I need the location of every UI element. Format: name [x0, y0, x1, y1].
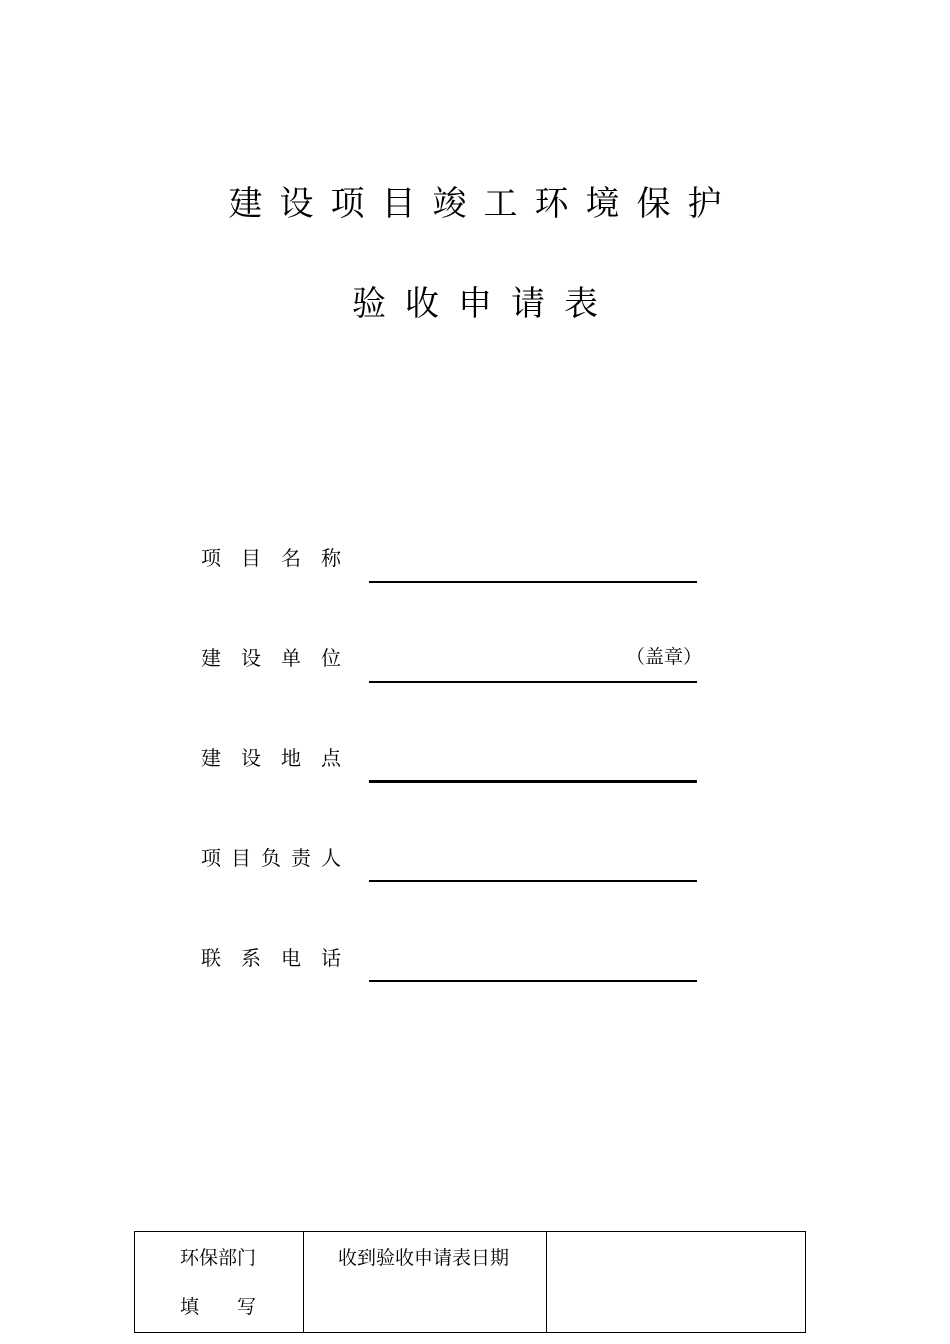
field-label-contact-phone: [201, 942, 341, 971]
form-title-line1: 建设项目竣工环境保护: [228, 184, 739, 224]
field-line-project-lead: [369, 880, 697, 882]
field-label-char: 设: [241, 746, 261, 770]
field-line-contact-phone: [369, 980, 697, 982]
field-value-project-lead[interactable]: [369, 852, 697, 880]
field-value-construction-unit[interactable]: [369, 652, 619, 680]
field-label-char: 目: [231, 846, 251, 870]
field-value-contact-phone[interactable]: [369, 952, 697, 980]
field-label-char: 点: [321, 746, 341, 770]
field-label-char: 地: [281, 746, 301, 770]
field-label-project-name: [201, 542, 341, 571]
field-label-char: 负: [261, 846, 281, 870]
field-line-project-name: [369, 581, 697, 583]
footer-table: [134, 1231, 806, 1333]
footer-cell-date-value[interactable]: [547, 1232, 805, 1332]
field-label-char: 建: [201, 646, 221, 670]
field-label-char: 项: [201, 546, 221, 570]
field-label-char: 系: [241, 946, 261, 970]
fill-label: 填 写: [180, 1296, 257, 1318]
field-label-char: 目: [241, 546, 261, 570]
field-label-construction-site: [201, 742, 341, 771]
field-label-char: 单: [281, 646, 301, 670]
field-label-char: 话: [321, 946, 341, 970]
field-label-char: 建: [201, 746, 221, 770]
field-label-project-lead: [201, 842, 341, 871]
field-value-project-name[interactable]: [369, 552, 697, 580]
form-title-line2: 验收申请表: [352, 284, 617, 324]
field-line-construction-unit: [369, 681, 697, 683]
field-label-char: 联: [201, 946, 221, 970]
field-label-char: 设: [241, 646, 261, 670]
received-date-label: 收到验收申请表日期: [338, 1247, 510, 1269]
field-value-construction-site[interactable]: [369, 752, 697, 780]
field-label-char: 项: [201, 846, 221, 870]
field-line-construction-site: [369, 780, 697, 783]
field-label-char: 人: [321, 846, 341, 870]
field-label-char: 名: [281, 546, 301, 570]
footer-cell-date-label: [304, 1232, 547, 1332]
department-label: 环保部门: [180, 1247, 257, 1269]
field-label-char: 电: [281, 946, 301, 970]
footer-cell-department: [135, 1232, 304, 1332]
field-label-char: 位: [321, 646, 341, 670]
seal-note: （盖章）: [626, 646, 703, 668]
field-label-construction-unit: [201, 642, 341, 671]
field-label-char: 责: [291, 846, 311, 870]
field-label-char: 称: [321, 546, 341, 570]
